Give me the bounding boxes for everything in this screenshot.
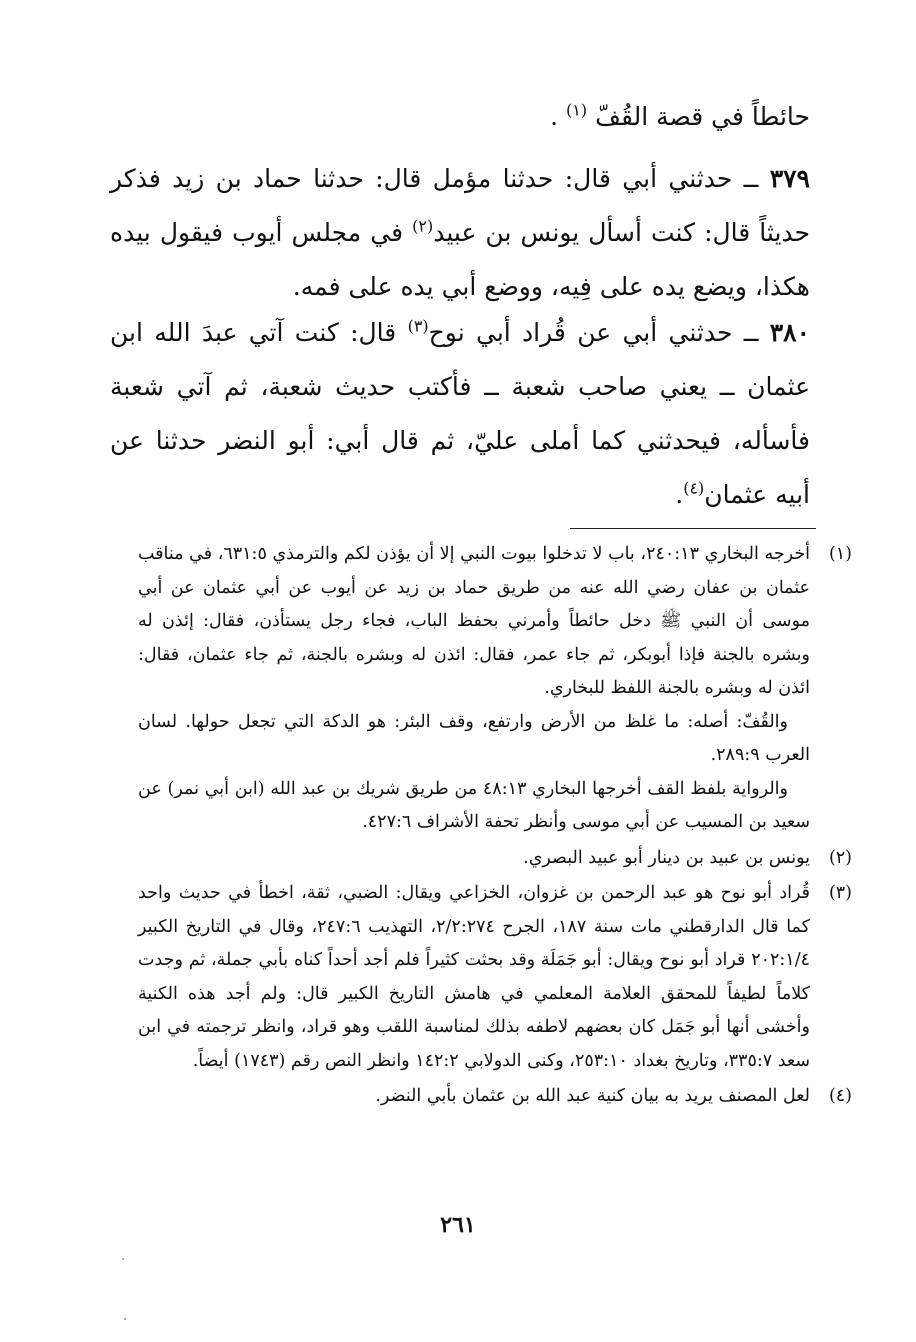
continuation-text: حائطاً في قصة القُفّ	[595, 102, 810, 131]
paragraph-text: فذكر حديثاً قال: كنت أسأل يونس بن عبيد	[110, 164, 810, 247]
footnote-text: لعل المصنف يريد به بيان كنية عبد الله بن عثمان بأبي النضر.	[375, 1086, 810, 1106]
footnote-ref-3: (٣)	[407, 316, 429, 336]
footnotes	[138, 538, 852, 1114]
paragraph-text: عثمان	[704, 480, 768, 509]
footnote-number: (١)	[828, 544, 852, 564]
footnote-text: يونس بن عبيد بن دينار أبو عبيد البصري.	[523, 847, 810, 868]
paragraph-text: فأسأله، فيحدثني كما أملى عليّ، ثم قال أبي: أبو النضر حدثنا عن أبيه	[110, 426, 810, 509]
footnote-text: قُراد أبو نوح هو عبد الرحمن بن غزوان، الخزاعي ويقال: الضبي، ثقة، اخطأ في حديث واحد كما قال الدارقطني مات سنة ١٨٧، الجرح ٢/٢:٢٧٤، التهذيب ٢٤٧:٦، وقال في التاريخ الكبير ٢٠٢:١/٤ قراد أبو نوح ويقال: أبو جَمَلَة وقد بحثت كثيراً فلم أجد أحداً كناه بأبي جملة، ثم وجدت كلاماً لطيفاً للمحقق العلامة المعلمي في هامش التاريخ الكبير قال: ولم أجد هذه الكنية وأخشى أنها أبو جَمَل كان بعضهم لاطفه بذلك لمناسبة اللقب وهو قراد، وانظر ترجمته في ابن سعد ٣٣٥:٧، وتاريخ بغداد ٢٥٣:١٠، وكنى الدولابي ١٤٢:٢ وانظر النص رقم (١٧٤٣) أيضاً.	[138, 883, 810, 1071]
paragraph-text: ــ حدثني أبي قال: حدثنا مؤمل قال: حدثنا حماد بن زيد	[172, 164, 759, 193]
footnote-number: (٢)	[828, 847, 852, 868]
paragraph-number: ٣٨٠	[769, 318, 811, 347]
footnote-2	[138, 842, 852, 876]
paragraph-text: ــ حدثني أبي عن قُراد أبي نوح	[428, 318, 759, 347]
scan-speck	[124, 1318, 126, 1320]
footnote-text: أخرجه البخاري ٢٤٠:١٣، باب لا تدخلوا بيوت النبي إلا أن يؤذن لكم والترمذي ٦٣١:٥، في مناقب عثمان بن عفان رضي الله عنه من طريق حماد بن زيد عن أيوب عن أبي عثمان عن أبي موسى أن النبي ﷺ دخل حائطاً وأمرني بحفظ الباب، فجاء رجل يستأذن، فقال: إئذن له وبشره بالجنة فإذا أبوبكر، ثم جاء عمر، فقال: ائذن له وبشره بالجنة، ثم جاء عثمان، فقال: ائذن له وبشره بالجنة اللفظ للبخاري.	[138, 544, 810, 698]
footnote-text: والرواية بلفظ القف أخرجها البخاري ٤٨:١٣ من طريق شريك بن عبد الله (ابن أبي نمر) عن سعيد بن المسيب عن أبي موسى وأنظر تحفة الأشراف ٤٢٧:٦.	[138, 778, 810, 832]
paragraph-text: بيده هكذا، ويضع يده على فِيه، ووضع أبي يده على فمه.	[110, 218, 810, 301]
paragraph-380	[110, 306, 810, 522]
paragraph-text: في مجلس أيوب فيقول	[159, 218, 404, 247]
footnote-separator	[570, 528, 816, 529]
footnote-3	[138, 877, 852, 1078]
continuation-end: .	[550, 102, 559, 131]
paragraph-text: قال: كنت آتي عبدَ الله	[154, 318, 397, 347]
footnote-text: والقُفّ: أصله: ما غلظ من الأرض وارتفع، وقف البئر: هو الدكة التي تجعل حولها. لسان العرب ٢٨٩:٩.	[138, 711, 810, 765]
footnote-ref-2: (٢)	[412, 216, 434, 236]
footnote-number: (٣)	[828, 883, 852, 903]
footnote-1	[138, 538, 852, 840]
paragraph-text: ابن عثمان ــ يعني صاحب شعبة ــ فأكتب حديث شعبة، ثم آتي شعبة	[110, 318, 810, 401]
footnote-number: (٤)	[828, 1086, 852, 1106]
footnote-ref-4: (٤)	[683, 478, 705, 498]
paragraph-379	[110, 152, 810, 314]
paragraph-number: ٣٧٩	[769, 164, 810, 193]
footnote-ref-1: (١)	[566, 100, 588, 120]
paragraph-end: .	[675, 480, 684, 509]
continuation-line	[110, 92, 810, 142]
footnote-4	[138, 1080, 852, 1114]
page-number: ٢٦١	[440, 1212, 476, 1238]
scan-speck	[122, 1258, 124, 1260]
